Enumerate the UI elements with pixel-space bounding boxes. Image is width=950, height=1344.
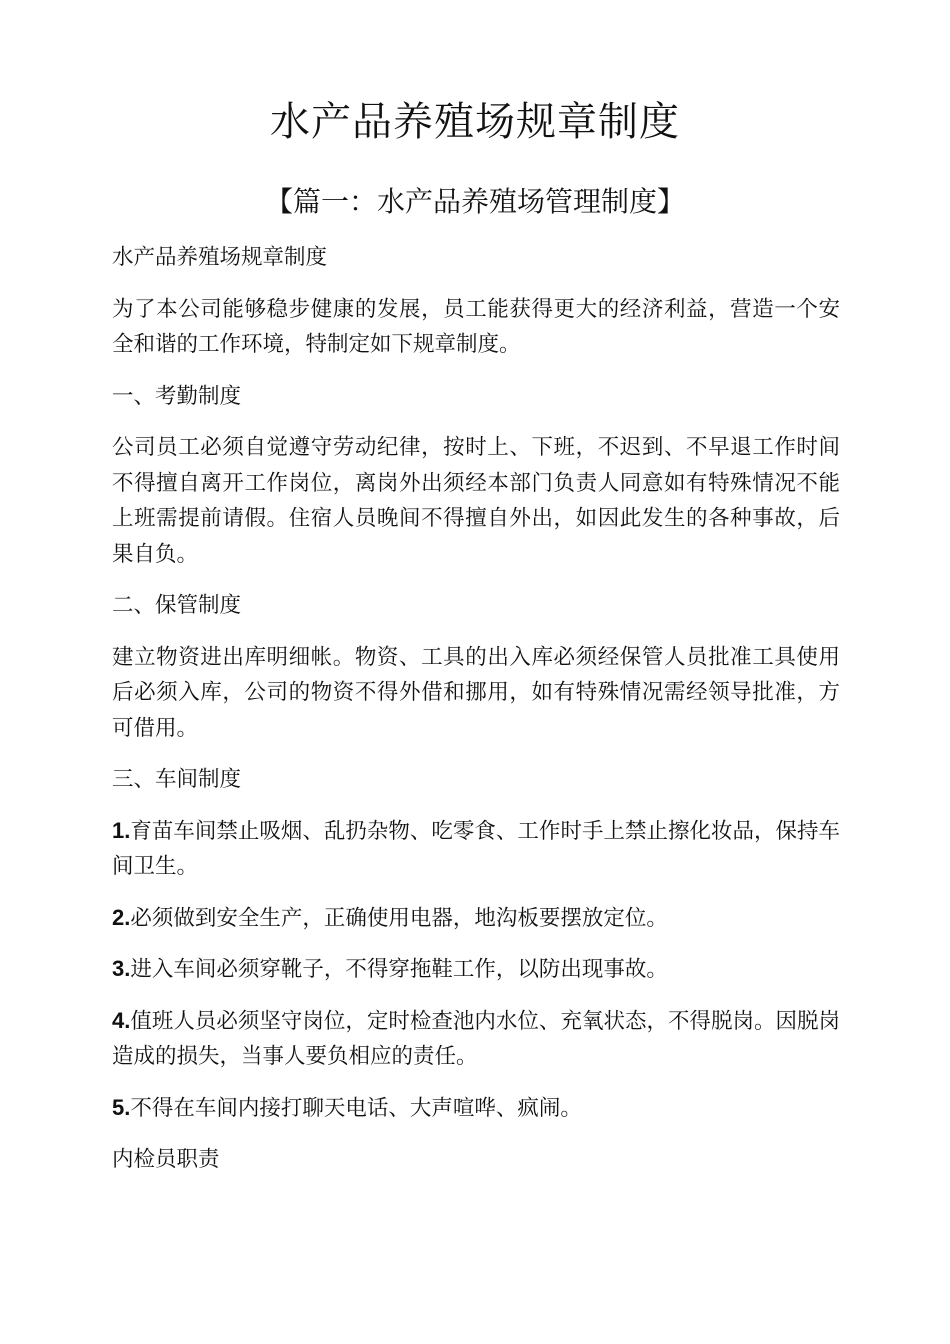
paragraph [112, 429, 840, 572]
list-item [112, 900, 840, 937]
item-number: 1. [112, 817, 131, 843]
paragraph-text: 一、考勤制度 [112, 383, 242, 409]
paragraph-text: 二、保管制度 [112, 593, 242, 618]
paragraph-text: 进入车间必须穿靴子，不得穿拖鞋工作，以防出现事故。 [130, 957, 668, 982]
section-heading [112, 587, 840, 624]
paragraph-text: 内检员职责 [112, 1147, 220, 1172]
paragraph [112, 291, 840, 363]
item-number: 3. [112, 956, 131, 981]
paragraph-text: 值班人员必须坚守岗位，定时检查池内水位、充氧状态，不得脱岗。因脱岗造成的损失，当事人要负相应的责任。 [112, 1008, 840, 1069]
paragraph-text: 建立物资进出库明细帐。物资、工具的出入库必须经保管人员批准工具使用后必须入库，公司的物资不得外借和挪用，如有特殊情况需经领导批准，方可借用。 [112, 644, 840, 741]
paragraph-text: 公司员工必须自觉遵守劳动纪律，按时上、下班，不迟到、不早退工作时间不得擅自离开工作岗位，离岗外出须经本部门负责人同意如有特殊情况不能上班需提前请假。住宿人员晚间不得擅自外出，如因此发生的各种事故，后果自负。 [112, 435, 840, 567]
item-number: 5. [112, 1094, 131, 1120]
item-number: 4. [112, 1007, 131, 1033]
item-number: 2. [112, 904, 131, 930]
document-title: 水产品养殖场规章制度 [270, 99, 680, 145]
paragraph-text: 必须做到安全生产，正确使用电器，地沟板要摆放定位。 [130, 905, 668, 931]
section-heading [112, 1141, 840, 1178]
section-heading [112, 761, 840, 798]
paragraph-text: 育苗车间禁止吸烟、乱扔杂物、吃零食、工作时手上禁止擦化妆品，保持车间卫生。 [112, 818, 840, 879]
paragraph [112, 239, 840, 276]
document-subtitle: 【篇一：水产品养殖场管理制度】 [264, 185, 685, 218]
list-item [112, 1090, 840, 1127]
paragraph-text: 三、车间制度 [112, 767, 242, 792]
paragraph [112, 639, 840, 747]
document-body [112, 239, 840, 1193]
paragraph-text: 水产品养殖场规章制度 [112, 245, 328, 270]
list-item [112, 813, 840, 885]
section-heading [112, 378, 840, 415]
paragraph-text: 为了本公司能够稳步健康的发展，员工能获得更大的经济利益，营造一个安全和谐的工作环境，特制定如下规章制度。 [112, 296, 840, 357]
list-item [112, 951, 840, 988]
list-item [112, 1003, 840, 1075]
paragraph-text: 不得在车间内接打聊天电话、大声喧哗、疯闹。 [130, 1095, 582, 1121]
